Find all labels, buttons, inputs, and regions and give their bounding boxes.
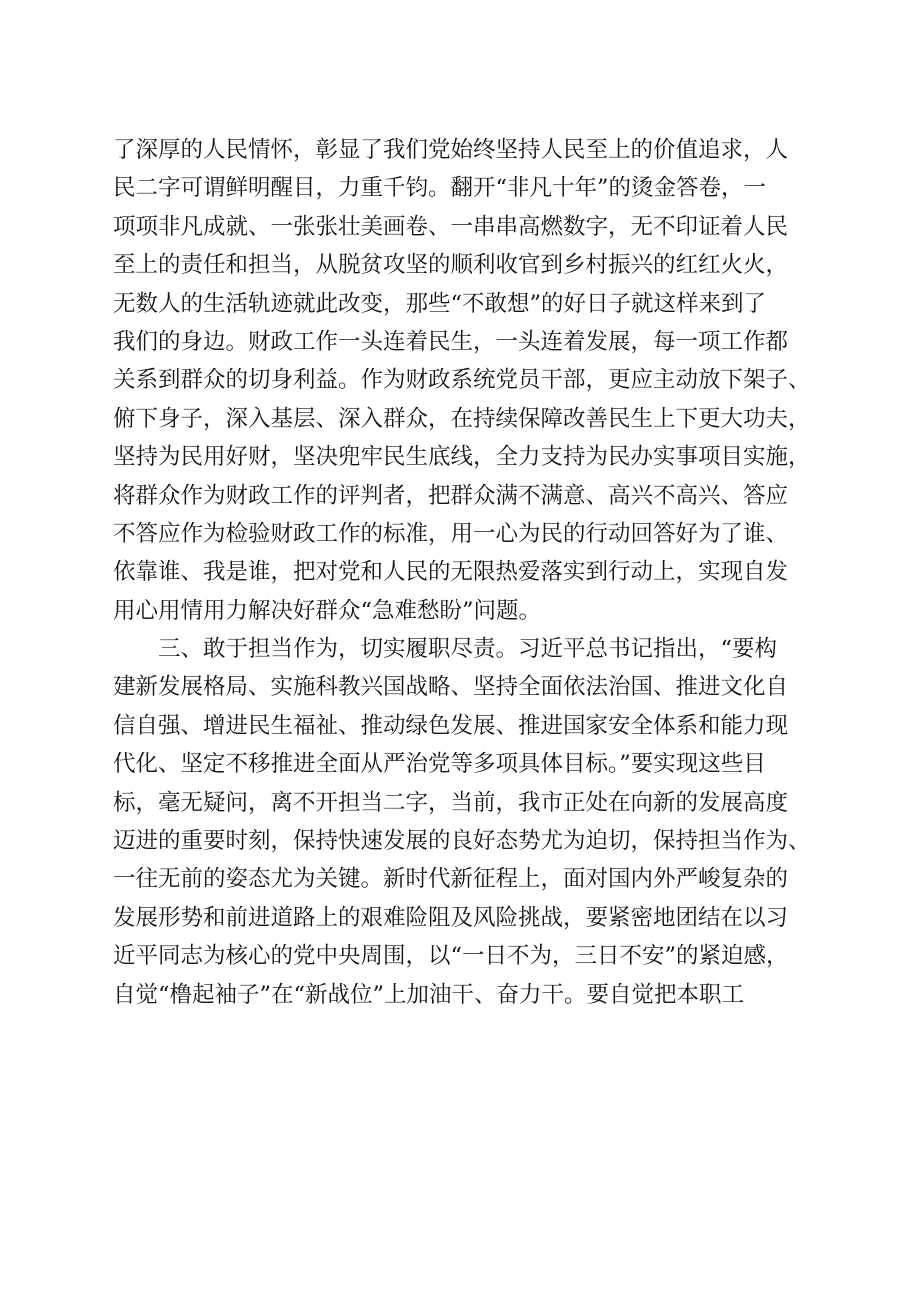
text-line: 迈进的重要时刻，保持快速发展的良好态势尤为迫切，保持担当作为、	[113, 828, 811, 855]
text-line: 我们的身边。财政工作一头连着民生，一头连着发展，每一项工作都	[113, 328, 789, 355]
text-line: 无数人的生活轨迹就此改变，那些“不敢想”的好日子就这样来到了	[113, 290, 767, 317]
text-line: 自觉“橹起袖子”在“新战位”上加油干、奋力干。要自觉把本职工	[113, 981, 745, 1008]
text-line: 近平同志为核心的党中央周围，以“一日不为，三日不安”的紧迫感，	[113, 943, 789, 970]
text-line: 发展形势和前进道路上的艰难险阻及风险挑战，要紧密地团结在以习	[113, 904, 789, 931]
text-line: 用心用情用力解决好群众“急难愁盼”问题。	[113, 597, 542, 624]
body-text	[113, 131, 813, 1014]
text-line: 依靠谁、我是谁，把对党和人民的无限热爱落实到行动上，实现自发	[113, 559, 789, 586]
text-line: 坚持为民用好财，坚决兜牢民生底线，全力支持为民办实事项目实施，	[113, 444, 811, 471]
text-line: 民二字可谓鲜明醒目，力重千钧。翻开“非凡十年”的烫金答卷，一	[113, 175, 767, 202]
section-heading-line: 三、敢于担当作为，切实履职尽责。习近平总书记指出，“要构	[158, 636, 778, 663]
text-line: 代化、坚定不移推进全面从严治党等多项具体目标。”要实现这些目	[113, 751, 766, 778]
text-line: 将群众作为财政工作的评判者，把群众满不满意、高兴不高兴、答应	[113, 482, 789, 509]
text-line: 至上的责任和担当，从脱贫攻坚的顺利收官到乡村振兴的红红火火，	[113, 252, 789, 279]
text-line: 俯下身子，深入基层、深入群众，在持续保障改善民生上下更大功夫，	[113, 405, 811, 432]
text-line: 建新发展格局、实施科教兴国战略、坚持全面依法治国、推进文化自	[113, 674, 789, 701]
text-line: 不答应作为检验财政工作的标准，用一心为民的行动回答好为了谁、	[113, 520, 789, 547]
text-line: 项项非凡成就、一张张壮美画卷、一串串高燃数字，无不印证着人民	[113, 213, 789, 240]
text-line: 信自强、增进民生福祉、推动绿色发展、推进国家安全体系和能力现	[113, 712, 789, 739]
text-line: 标，毫无疑问，离不开担当二字，当前，我市正处在向新的发展高度	[113, 789, 789, 816]
text-line: 了深厚的人民情怀，彰显了我们党始终坚持人民至上的价值追求，人	[113, 137, 789, 163]
text-line: 一往无前的姿态尤为关键。新时代新征程上，面对国内外严峻复杂的	[113, 866, 789, 893]
text-line: 关系到群众的切身利益。作为财政系统党员干部，更应主动放下架子、	[113, 367, 811, 394]
